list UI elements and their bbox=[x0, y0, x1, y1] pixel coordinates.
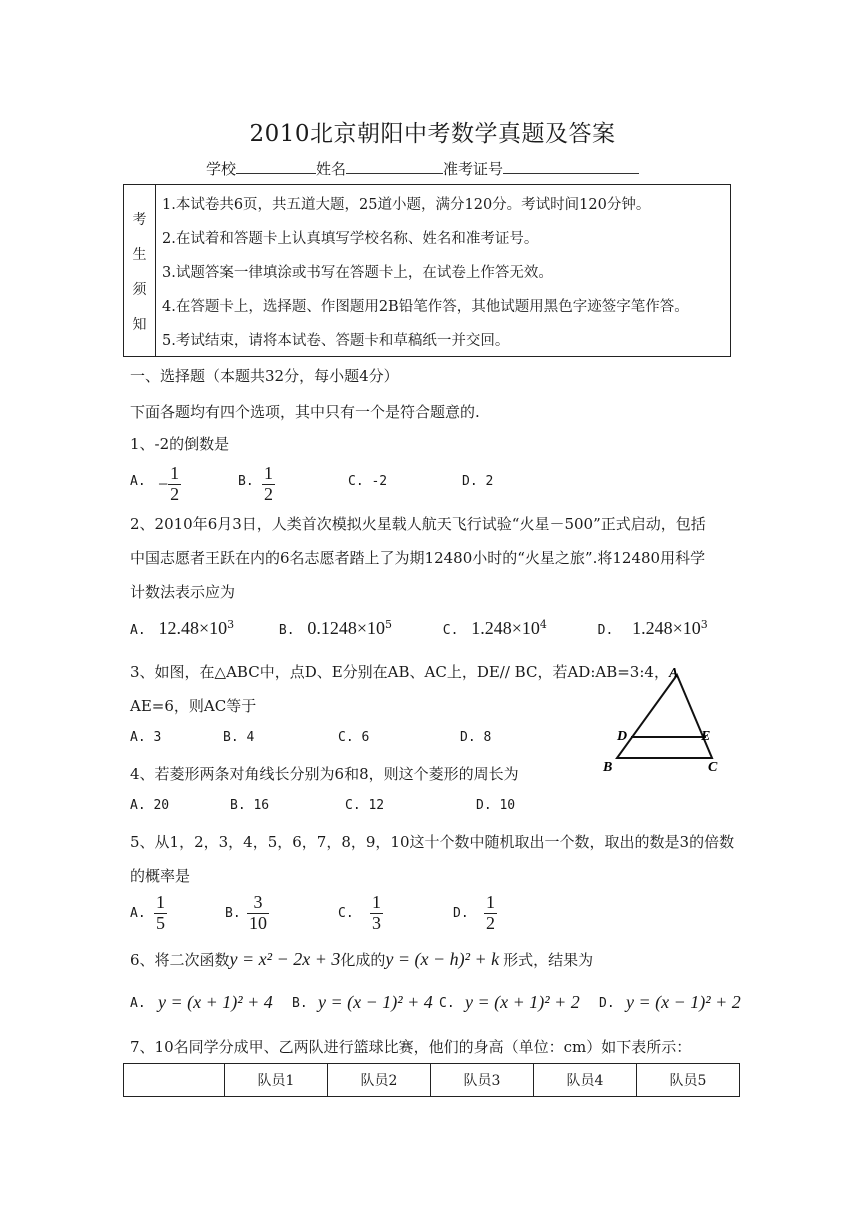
section-instruction: 下面各题均有四个选项，其中只有一个是符合题意的. bbox=[130, 403, 480, 421]
option-d: D. 10 bbox=[476, 798, 516, 813]
option-label: B. bbox=[292, 996, 308, 1011]
notice-item: 4.在答题卡上，选择题、作图题用2B铅笔作答，其他试题用黑色字迹签字笔作答。 bbox=[162, 299, 689, 315]
q6-text: 化成的 bbox=[340, 951, 386, 969]
option-b: B. 4 bbox=[223, 730, 255, 745]
label-e: E bbox=[701, 729, 711, 744]
name-label: 姓名 bbox=[316, 160, 347, 178]
fraction-denominator: 10 bbox=[249, 912, 267, 933]
option-c: C. 6 bbox=[338, 730, 370, 745]
notice-item: 5.考试结束，请将本试卷、答题卡和草稿纸一并交回。 bbox=[162, 333, 510, 349]
q5-line: 5、从1，2，3，4，5，6，7，8，9，10这十个数中随机取出一个数，取出的数是3的倍数 bbox=[130, 833, 735, 851]
fraction-numerator: 1 bbox=[170, 463, 180, 483]
option-c: C. 12 bbox=[345, 798, 385, 813]
exam-id-label: 准考证号 bbox=[443, 160, 504, 178]
fraction-denominator: 2 bbox=[486, 912, 495, 933]
q1-stem: 1、-2的倒数是 bbox=[130, 435, 230, 453]
fraction-denominator: 2 bbox=[264, 483, 273, 504]
option-label: B. bbox=[278, 623, 295, 638]
option-b-value: y = (x − 1)² + 4 bbox=[318, 992, 433, 1012]
fraction-numerator: 1 bbox=[372, 892, 381, 912]
side-char: 须 bbox=[132, 282, 147, 298]
fraction-numerator: 1 bbox=[156, 892, 165, 912]
q2-line: 计数法表示应为 bbox=[130, 583, 236, 601]
exponent: 4 bbox=[539, 618, 547, 631]
label-a: A bbox=[669, 666, 679, 681]
option-label: D. bbox=[599, 996, 615, 1011]
fraction-denominator: 2 bbox=[170, 483, 180, 504]
notice-item: 1.本试卷共6页，共五道大题，25道小题，满分120分。考试时间120分钟。 bbox=[162, 197, 651, 213]
q6-formula: y = (x − h)² + k bbox=[385, 949, 500, 969]
minus-sign: − bbox=[158, 473, 169, 494]
table-header-cell: 队员3 bbox=[431, 1064, 534, 1097]
table-header-cell bbox=[124, 1064, 225, 1097]
label-b: B bbox=[603, 760, 613, 775]
page-title: 2010北京朝阳中考数学真题及答案 bbox=[249, 121, 616, 147]
q3-line: AE=6，则AC等于 bbox=[130, 697, 257, 715]
triangle-figure bbox=[595, 663, 735, 778]
option-b: B. 16 bbox=[230, 798, 270, 813]
label-d: D bbox=[617, 729, 628, 744]
option-d-value: y = (x − 1)² + 2 bbox=[626, 992, 741, 1012]
option-c-value: 1.248×10 bbox=[471, 618, 540, 638]
triangle-abc bbox=[617, 675, 712, 758]
option-label: A. bbox=[130, 623, 146, 638]
student-info-line bbox=[206, 158, 639, 179]
fraction-denominator: 3 bbox=[372, 912, 381, 933]
notice-side-label bbox=[124, 185, 156, 356]
label-c: C bbox=[708, 760, 718, 775]
option-label: D. bbox=[597, 623, 614, 638]
school-label: 学校 bbox=[206, 160, 237, 178]
q2-options bbox=[130, 618, 708, 639]
side-char: 考 bbox=[132, 212, 147, 228]
q3-line: 3、如图，在△ABC中，点D、E分别在AB、AC上，DE// BC，若AD:AB=3:4， bbox=[130, 663, 669, 681]
q4-stem: 4、若菱形两条对角线长分别为6和8，则这个菱形的周长为 bbox=[130, 765, 519, 783]
q7-stem: 7、10名同学分成甲、乙两队进行篮球比赛，他们的身高（单位：cm）如下表所示： bbox=[130, 1038, 692, 1056]
q5-line: 的概率是 bbox=[130, 867, 191, 885]
fraction-denominator: 5 bbox=[156, 912, 165, 933]
table-header-cell: 队员1 bbox=[225, 1064, 328, 1097]
option-a-value: y = (x + 1)² + 4 bbox=[158, 992, 273, 1012]
table-header-cell: 队员5 bbox=[637, 1064, 740, 1097]
q6-text: 形式，结果为 bbox=[503, 951, 594, 969]
section-heading: 一、选择题（本题共32分，每小题4分） bbox=[130, 367, 399, 385]
exam-id-blank[interactable] bbox=[503, 159, 639, 174]
option-b-value: 0.1248×10 bbox=[307, 618, 385, 638]
fraction-numerator: 1 bbox=[486, 892, 495, 912]
q2-line: 2、2010年6月3日，人类首次模拟火星载人航天飞行试验“火星－500”正式启动，包括 bbox=[130, 515, 706, 533]
option-a: A. 20 bbox=[130, 798, 170, 813]
side-char: 知 bbox=[132, 317, 147, 333]
name-blank[interactable] bbox=[346, 159, 443, 174]
option-c: C. -2 bbox=[348, 474, 388, 489]
notice-box bbox=[123, 184, 731, 357]
option-label: C. bbox=[442, 623, 459, 638]
q6-text: 6、将二次函数 bbox=[130, 951, 230, 969]
school-blank[interactable] bbox=[236, 159, 316, 174]
option-label: A. bbox=[130, 474, 146, 489]
exponent: 5 bbox=[384, 618, 392, 631]
fraction-numerator: 3 bbox=[253, 892, 263, 912]
option-a: A. 3 bbox=[130, 730, 162, 745]
side-char: 生 bbox=[132, 247, 147, 263]
option-label: C. bbox=[338, 906, 354, 921]
option-d-value: 1.248×10 bbox=[632, 618, 701, 638]
option-label: D. bbox=[453, 906, 469, 921]
exponent: 3 bbox=[700, 618, 708, 631]
table-row bbox=[124, 1064, 740, 1097]
option-c-value: y = (x + 1)² + 2 bbox=[465, 992, 580, 1012]
option-label: B. bbox=[238, 474, 254, 489]
q6-stem bbox=[130, 949, 593, 970]
table-header-cell: 队员2 bbox=[328, 1064, 431, 1097]
option-label: C. bbox=[439, 996, 455, 1011]
exponent: 3 bbox=[227, 618, 235, 631]
notice-item: 3.试题答案一律填涂或书写在答题卡上，在试卷上作答无效。 bbox=[162, 265, 553, 281]
option-label: A. bbox=[130, 996, 146, 1011]
table-header-cell: 队员4 bbox=[534, 1064, 637, 1097]
option-d: D. 8 bbox=[460, 730, 492, 745]
option-d: D. 2 bbox=[462, 474, 494, 489]
q2-line: 中国志愿者王跃在内的6名志愿者踏上了为期12480小时的“火星之旅”.将12480用科学 bbox=[130, 549, 706, 567]
height-table bbox=[123, 1063, 740, 1097]
fraction-numerator: 1 bbox=[264, 463, 273, 483]
notice-item: 2.在试着和答题卡上认真填写学校名称、姓名和准考证号。 bbox=[162, 231, 539, 247]
option-label: B. bbox=[225, 906, 241, 921]
q6-formula: y = x² − 2x + 3 bbox=[229, 949, 341, 969]
option-label: A. bbox=[130, 906, 146, 921]
option-a-value: 12.48×10 bbox=[158, 618, 228, 638]
